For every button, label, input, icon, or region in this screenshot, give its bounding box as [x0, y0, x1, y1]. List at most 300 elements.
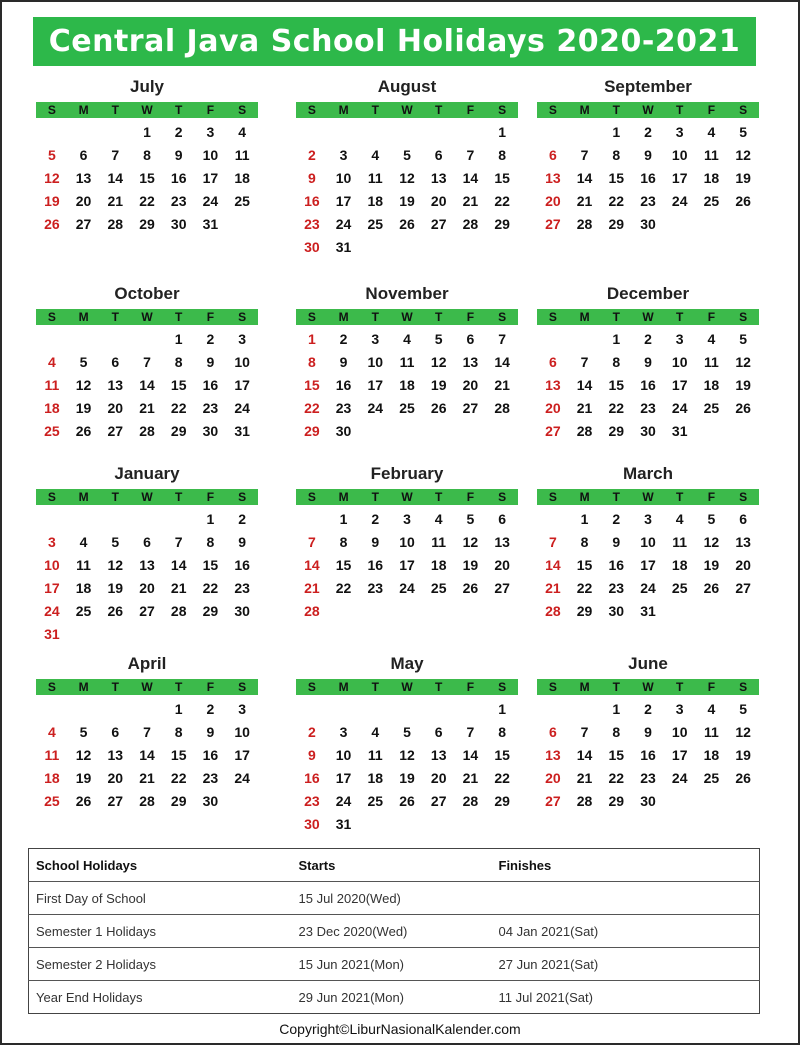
month-days [296, 325, 518, 443]
day-cell: 9 [612, 534, 621, 550]
weekday-label: T [175, 680, 183, 694]
day-cell: 5 [79, 354, 88, 370]
weekday-label: T [612, 680, 620, 694]
day-cell: 26 [430, 400, 447, 416]
day-cell: 7 [466, 724, 475, 740]
day-cell: 27 [430, 216, 447, 232]
weekday-header [537, 102, 759, 118]
day-cell: 19 [703, 557, 720, 573]
day-cell: 16 [640, 747, 656, 763]
month-name: May [390, 654, 424, 673]
header-starts: Starts [298, 857, 336, 873]
day-cell: 25 [399, 400, 415, 416]
day-cell: 12 [735, 147, 751, 163]
day-cell: 10 [671, 147, 688, 163]
day-cell: 14 [576, 170, 593, 186]
day-cell: 3 [339, 724, 348, 740]
day-cell: 25 [75, 603, 92, 619]
page-title: Central Java School Holidays 2020-2021 [33, 17, 756, 66]
day-cell: 13 [75, 170, 92, 186]
day-cell: 21 [304, 580, 320, 596]
day-cell: 29 [139, 216, 155, 232]
weekday-label: W [141, 310, 153, 324]
day-cell: 4 [707, 124, 716, 140]
day-cell: 28 [462, 793, 479, 809]
day-cell: 15 [494, 170, 510, 186]
weekday-label: S [47, 680, 56, 694]
weekday-label: M [78, 490, 89, 504]
day-cell: 11 [367, 170, 383, 186]
day-cell: 24 [44, 603, 60, 619]
day-cell: 7 [466, 147, 475, 163]
weekday-label: M [579, 103, 590, 117]
day-cell: 2 [174, 124, 183, 140]
day-cell: 30 [170, 216, 187, 232]
day-cell: 25 [44, 793, 60, 809]
weekday-label: W [401, 680, 413, 694]
day-cell: 27 [545, 793, 561, 809]
day-cell: 26 [75, 423, 92, 439]
day-cell: 4 [47, 724, 56, 740]
day-cell: 8 [307, 354, 316, 370]
day-cell: 7 [580, 724, 589, 740]
day-cell: 31 [202, 216, 219, 232]
day-cell: 24 [671, 193, 688, 209]
day-cell: 13 [107, 747, 124, 763]
day-cell: 13 [545, 377, 561, 393]
day-cell: 12 [75, 747, 92, 763]
day-cell: 21 [545, 580, 561, 596]
empty-day-cell [423, 121, 455, 144]
holiday-start: 15 Jul 2020(Wed) [292, 882, 492, 915]
day-cell: 21 [576, 193, 593, 209]
empty-day-cell [36, 121, 68, 144]
empty-day-cell [36, 508, 68, 531]
day-cell: 29 [608, 423, 625, 439]
day-cell: 31 [640, 603, 656, 619]
month-calendar [296, 283, 518, 443]
weekday-label: S [238, 310, 247, 324]
holiday-name: Semester 2 Holidays [29, 948, 292, 981]
day-cell: 1 [580, 511, 589, 527]
day-cell: 25 [367, 216, 384, 232]
day-cell: 15 [608, 377, 625, 393]
day-cell: 6 [434, 724, 443, 740]
weekday-label: F [466, 310, 475, 324]
empty-day-cell [569, 328, 601, 351]
day-cell: 27 [545, 423, 561, 439]
day-cell: 28 [576, 423, 593, 439]
day-cell: 28 [304, 603, 320, 619]
copyright-text: Copyright©LiburNasionalKalender.com [279, 1021, 521, 1037]
weekday-label: W [141, 103, 153, 117]
day-cell: 24 [671, 400, 688, 416]
day-cell: 23 [608, 580, 625, 596]
day-cell: 18 [703, 747, 720, 763]
day-cell: 1 [498, 701, 507, 717]
weekday-label: S [238, 680, 247, 694]
day-cell: 20 [139, 580, 155, 596]
day-cell: 3 [238, 331, 247, 347]
day-cell: 17 [335, 193, 352, 209]
day-cell: 12 [735, 354, 751, 370]
day-cell: 9 [206, 354, 215, 370]
empty-day-cell [455, 121, 487, 144]
day-cell: 11 [431, 534, 447, 550]
day-cell: 30 [640, 423, 656, 439]
day-cell: 13 [462, 354, 479, 370]
day-cell: 25 [671, 580, 688, 596]
empty-day-cell [131, 698, 163, 721]
day-cell: 22 [494, 193, 510, 209]
day-cell: 7 [111, 147, 120, 163]
day-cell: 17 [202, 170, 219, 186]
day-cell: 13 [430, 170, 447, 186]
month-days [36, 325, 258, 443]
empty-day-cell [99, 698, 131, 721]
day-cell: 15 [170, 747, 187, 763]
empty-day-cell [359, 121, 391, 144]
day-cell: 6 [548, 354, 557, 370]
day-cell: 20 [430, 770, 447, 786]
day-cell: 1 [174, 331, 183, 347]
day-cell: 13 [735, 534, 751, 550]
holiday-start: 23 Dec 2020(Wed) [292, 915, 492, 948]
month-days [537, 118, 759, 236]
weekday-label: T [435, 310, 443, 324]
weekday-label: T [371, 680, 379, 694]
day-cell: 22 [202, 580, 219, 596]
day-cell: 29 [304, 423, 320, 439]
day-cell: 3 [675, 124, 684, 140]
day-cell: 1 [307, 331, 316, 347]
day-cell: 17 [367, 377, 384, 393]
empty-day-cell [131, 508, 163, 531]
weekday-label: W [642, 103, 654, 117]
day-cell: 12 [430, 354, 447, 370]
day-cell: 15 [608, 170, 625, 186]
day-cell: 28 [576, 793, 593, 809]
weekday-label: T [676, 103, 684, 117]
day-cell: 28 [107, 216, 124, 232]
day-cell: 25 [703, 193, 720, 209]
empty-day-cell [455, 698, 487, 721]
weekday-label: T [435, 103, 443, 117]
day-cell: 19 [735, 747, 751, 763]
day-cell: 3 [47, 534, 56, 550]
day-cell: 19 [75, 400, 92, 416]
day-cell: 19 [462, 557, 479, 573]
day-cell: 24 [234, 400, 250, 416]
day-cell: 4 [238, 124, 247, 140]
day-cell: 5 [79, 724, 88, 740]
day-cell: 29 [202, 603, 219, 619]
day-cell: 19 [44, 193, 60, 209]
day-cell: 8 [498, 147, 507, 163]
day-cell: 6 [111, 724, 120, 740]
day-cell: 23 [234, 580, 250, 596]
day-cell: 29 [576, 603, 593, 619]
month-days [36, 695, 258, 813]
weekday-label: M [78, 103, 89, 117]
day-cell: 17 [335, 770, 352, 786]
day-cell: 5 [707, 511, 716, 527]
month-name: July [129, 77, 165, 96]
month-name: October [114, 284, 180, 303]
day-cell: 28 [170, 603, 187, 619]
weekday-label: M [78, 310, 89, 324]
weekday-header [36, 489, 258, 505]
empty-day-cell [36, 698, 68, 721]
day-cell: 14 [139, 377, 155, 393]
day-cell: 7 [580, 147, 589, 163]
weekday-label: S [307, 310, 316, 324]
weekday-label: T [111, 103, 119, 117]
day-cell: 8 [143, 147, 151, 163]
month-calendar [537, 76, 759, 236]
day-cell: 21 [139, 770, 155, 786]
day-cell: 20 [462, 377, 479, 393]
weekday-header [537, 489, 759, 505]
weekday-label: S [739, 490, 748, 504]
day-cell: 5 [739, 331, 748, 347]
day-cell: 25 [367, 793, 384, 809]
day-cell: 23 [367, 580, 384, 596]
day-cell: 19 [107, 580, 124, 596]
day-cell: 27 [107, 423, 124, 439]
day-cell: 10 [399, 534, 415, 550]
day-cell: 22 [139, 193, 155, 209]
table-row [29, 981, 760, 1014]
day-cell: 7 [143, 724, 151, 740]
day-cell: 18 [367, 770, 384, 786]
day-cell: 15 [576, 557, 593, 573]
empty-day-cell [68, 698, 100, 721]
weekday-label: S [47, 310, 56, 324]
day-cell: 28 [494, 400, 510, 416]
table-header-row [29, 849, 760, 882]
empty-day-cell [328, 698, 360, 721]
day-cell: 25 [234, 193, 250, 209]
day-cell: 18 [234, 170, 250, 186]
day-cell: 29 [170, 793, 187, 809]
day-cell: 4 [47, 354, 56, 370]
day-cell: 10 [671, 724, 688, 740]
day-cell: 1 [143, 124, 151, 140]
weekday-label: S [548, 103, 557, 117]
day-cell: 10 [234, 354, 250, 370]
day-cell: 31 [234, 423, 250, 439]
day-cell: 10 [640, 534, 656, 550]
day-cell: 1 [498, 124, 507, 140]
weekday-label: M [78, 680, 89, 694]
weekday-label: T [612, 103, 620, 117]
day-cell: 18 [367, 193, 384, 209]
day-cell: 29 [608, 216, 625, 232]
weekday-label: S [498, 680, 507, 694]
day-cell: 9 [307, 747, 316, 763]
holiday-finish: 11 Jul 2021(Sat) [492, 981, 760, 1014]
weekday-label: T [175, 490, 183, 504]
day-cell: 5 [739, 124, 748, 140]
day-cell: 6 [498, 511, 507, 527]
holiday-name: Semester 1 Holidays [29, 915, 292, 948]
month-days [537, 695, 759, 813]
day-cell: 8 [174, 354, 183, 370]
day-cell: 24 [640, 580, 656, 596]
day-cell: 16 [335, 377, 352, 393]
day-cell: 5 [111, 534, 120, 550]
day-cell: 30 [234, 603, 250, 619]
day-cell: 6 [548, 147, 557, 163]
day-cell: 11 [367, 747, 383, 763]
month-name: August [377, 77, 437, 96]
day-cell: 29 [170, 423, 187, 439]
day-cell: 21 [576, 770, 593, 786]
holiday-start: 29 Jun 2021(Mon) [292, 981, 492, 1014]
month-days [296, 505, 518, 623]
day-cell: 10 [202, 147, 219, 163]
holiday-name: Year End Holidays [29, 981, 292, 1014]
day-cell: 20 [735, 557, 751, 573]
day-cell: 28 [576, 216, 593, 232]
empty-day-cell [99, 508, 131, 531]
empty-day-cell [537, 328, 569, 351]
weekday-header [36, 309, 258, 325]
day-cell: 14 [462, 747, 479, 763]
weekday-label: T [676, 310, 684, 324]
day-cell: 6 [466, 331, 475, 347]
day-cell: 8 [612, 147, 621, 163]
day-cell: 9 [206, 724, 215, 740]
weekday-label: F [466, 680, 475, 694]
day-cell: 2 [307, 147, 316, 163]
day-cell: 10 [335, 747, 352, 763]
day-cell: 15 [335, 557, 352, 573]
day-cell: 17 [671, 170, 688, 186]
day-cell: 13 [139, 557, 155, 573]
day-cell: 28 [462, 216, 479, 232]
day-cell: 27 [545, 216, 561, 232]
weekday-label: F [707, 103, 716, 117]
day-cell: 7 [307, 534, 316, 550]
day-cell: 21 [107, 193, 124, 209]
empty-day-cell [99, 121, 131, 144]
day-cell: 8 [612, 724, 621, 740]
month-calendar [36, 283, 258, 443]
weekday-label: T [676, 680, 684, 694]
day-cell: 16 [234, 557, 250, 573]
day-cell: 4 [403, 331, 411, 347]
weekday-label: W [642, 490, 654, 504]
day-cell: 16 [640, 377, 656, 393]
day-cell: 25 [703, 400, 720, 416]
header-school-holidays: School Holidays [36, 857, 138, 873]
day-cell: 3 [403, 511, 411, 527]
day-cell: 22 [335, 580, 352, 596]
empty-day-cell [296, 508, 328, 531]
day-cell: 1 [206, 511, 215, 527]
day-cell: 17 [671, 377, 688, 393]
empty-day-cell [537, 508, 569, 531]
day-cell: 27 [430, 793, 447, 809]
day-cell: 27 [494, 580, 510, 596]
day-cell: 3 [371, 331, 380, 347]
day-cell: 29 [494, 793, 510, 809]
weekday-header [36, 679, 258, 695]
day-cell: 8 [580, 534, 589, 550]
day-cell: 21 [170, 580, 187, 596]
day-cell: 6 [143, 534, 151, 550]
day-cell: 12 [735, 724, 751, 740]
weekday-label: T [175, 310, 183, 324]
day-cell: 24 [367, 400, 384, 416]
holiday-start: 15 Jun 2021(Mon) [292, 948, 492, 981]
empty-day-cell [36, 328, 68, 351]
weekday-label: S [548, 680, 557, 694]
day-cell: 29 [608, 793, 625, 809]
day-cell: 16 [202, 747, 219, 763]
day-cell: 2 [238, 511, 247, 527]
weekday-label: T [371, 490, 379, 504]
day-cell: 2 [307, 724, 316, 740]
holiday-finish: 04 Jan 2021(Sat) [492, 915, 760, 948]
month-name: June [628, 654, 668, 673]
day-cell: 20 [494, 557, 510, 573]
day-cell: 24 [234, 770, 250, 786]
header-finishes: Finishes [498, 857, 552, 873]
day-cell: 26 [44, 216, 60, 232]
day-cell: 30 [202, 423, 219, 439]
day-cell: 15 [494, 747, 510, 763]
day-cell: 12 [703, 534, 720, 550]
empty-day-cell [391, 121, 423, 144]
day-cell: 19 [735, 170, 751, 186]
day-cell: 18 [430, 557, 447, 573]
day-cell: 22 [608, 400, 625, 416]
weekday-header [36, 102, 258, 118]
weekday-header [296, 102, 518, 118]
day-cell: 18 [44, 400, 60, 416]
day-cell: 1 [612, 701, 621, 717]
day-cell: 23 [335, 400, 352, 416]
day-cell: 4 [79, 534, 88, 550]
weekday-label: T [371, 103, 379, 117]
day-cell: 5 [434, 331, 443, 347]
day-cell: 4 [707, 331, 716, 347]
month-calendar [36, 653, 258, 813]
month-calendar [296, 653, 518, 836]
day-cell: 6 [111, 354, 120, 370]
weekday-label: S [498, 310, 507, 324]
weekday-label: F [707, 310, 716, 324]
day-cell: 9 [644, 724, 652, 740]
day-cell: 12 [75, 377, 92, 393]
day-cell: 8 [612, 354, 621, 370]
day-cell: 31 [335, 816, 352, 832]
month-days [36, 118, 258, 236]
day-cell: 16 [304, 770, 320, 786]
day-cell: 9 [174, 147, 183, 163]
day-cell: 20 [545, 193, 561, 209]
day-cell: 22 [304, 400, 320, 416]
day-cell: 30 [304, 816, 320, 832]
day-cell: 26 [107, 603, 124, 619]
day-cell: 11 [44, 377, 60, 393]
day-cell: 3 [206, 124, 215, 140]
day-cell: 26 [735, 193, 751, 209]
day-cell: 3 [238, 701, 247, 717]
